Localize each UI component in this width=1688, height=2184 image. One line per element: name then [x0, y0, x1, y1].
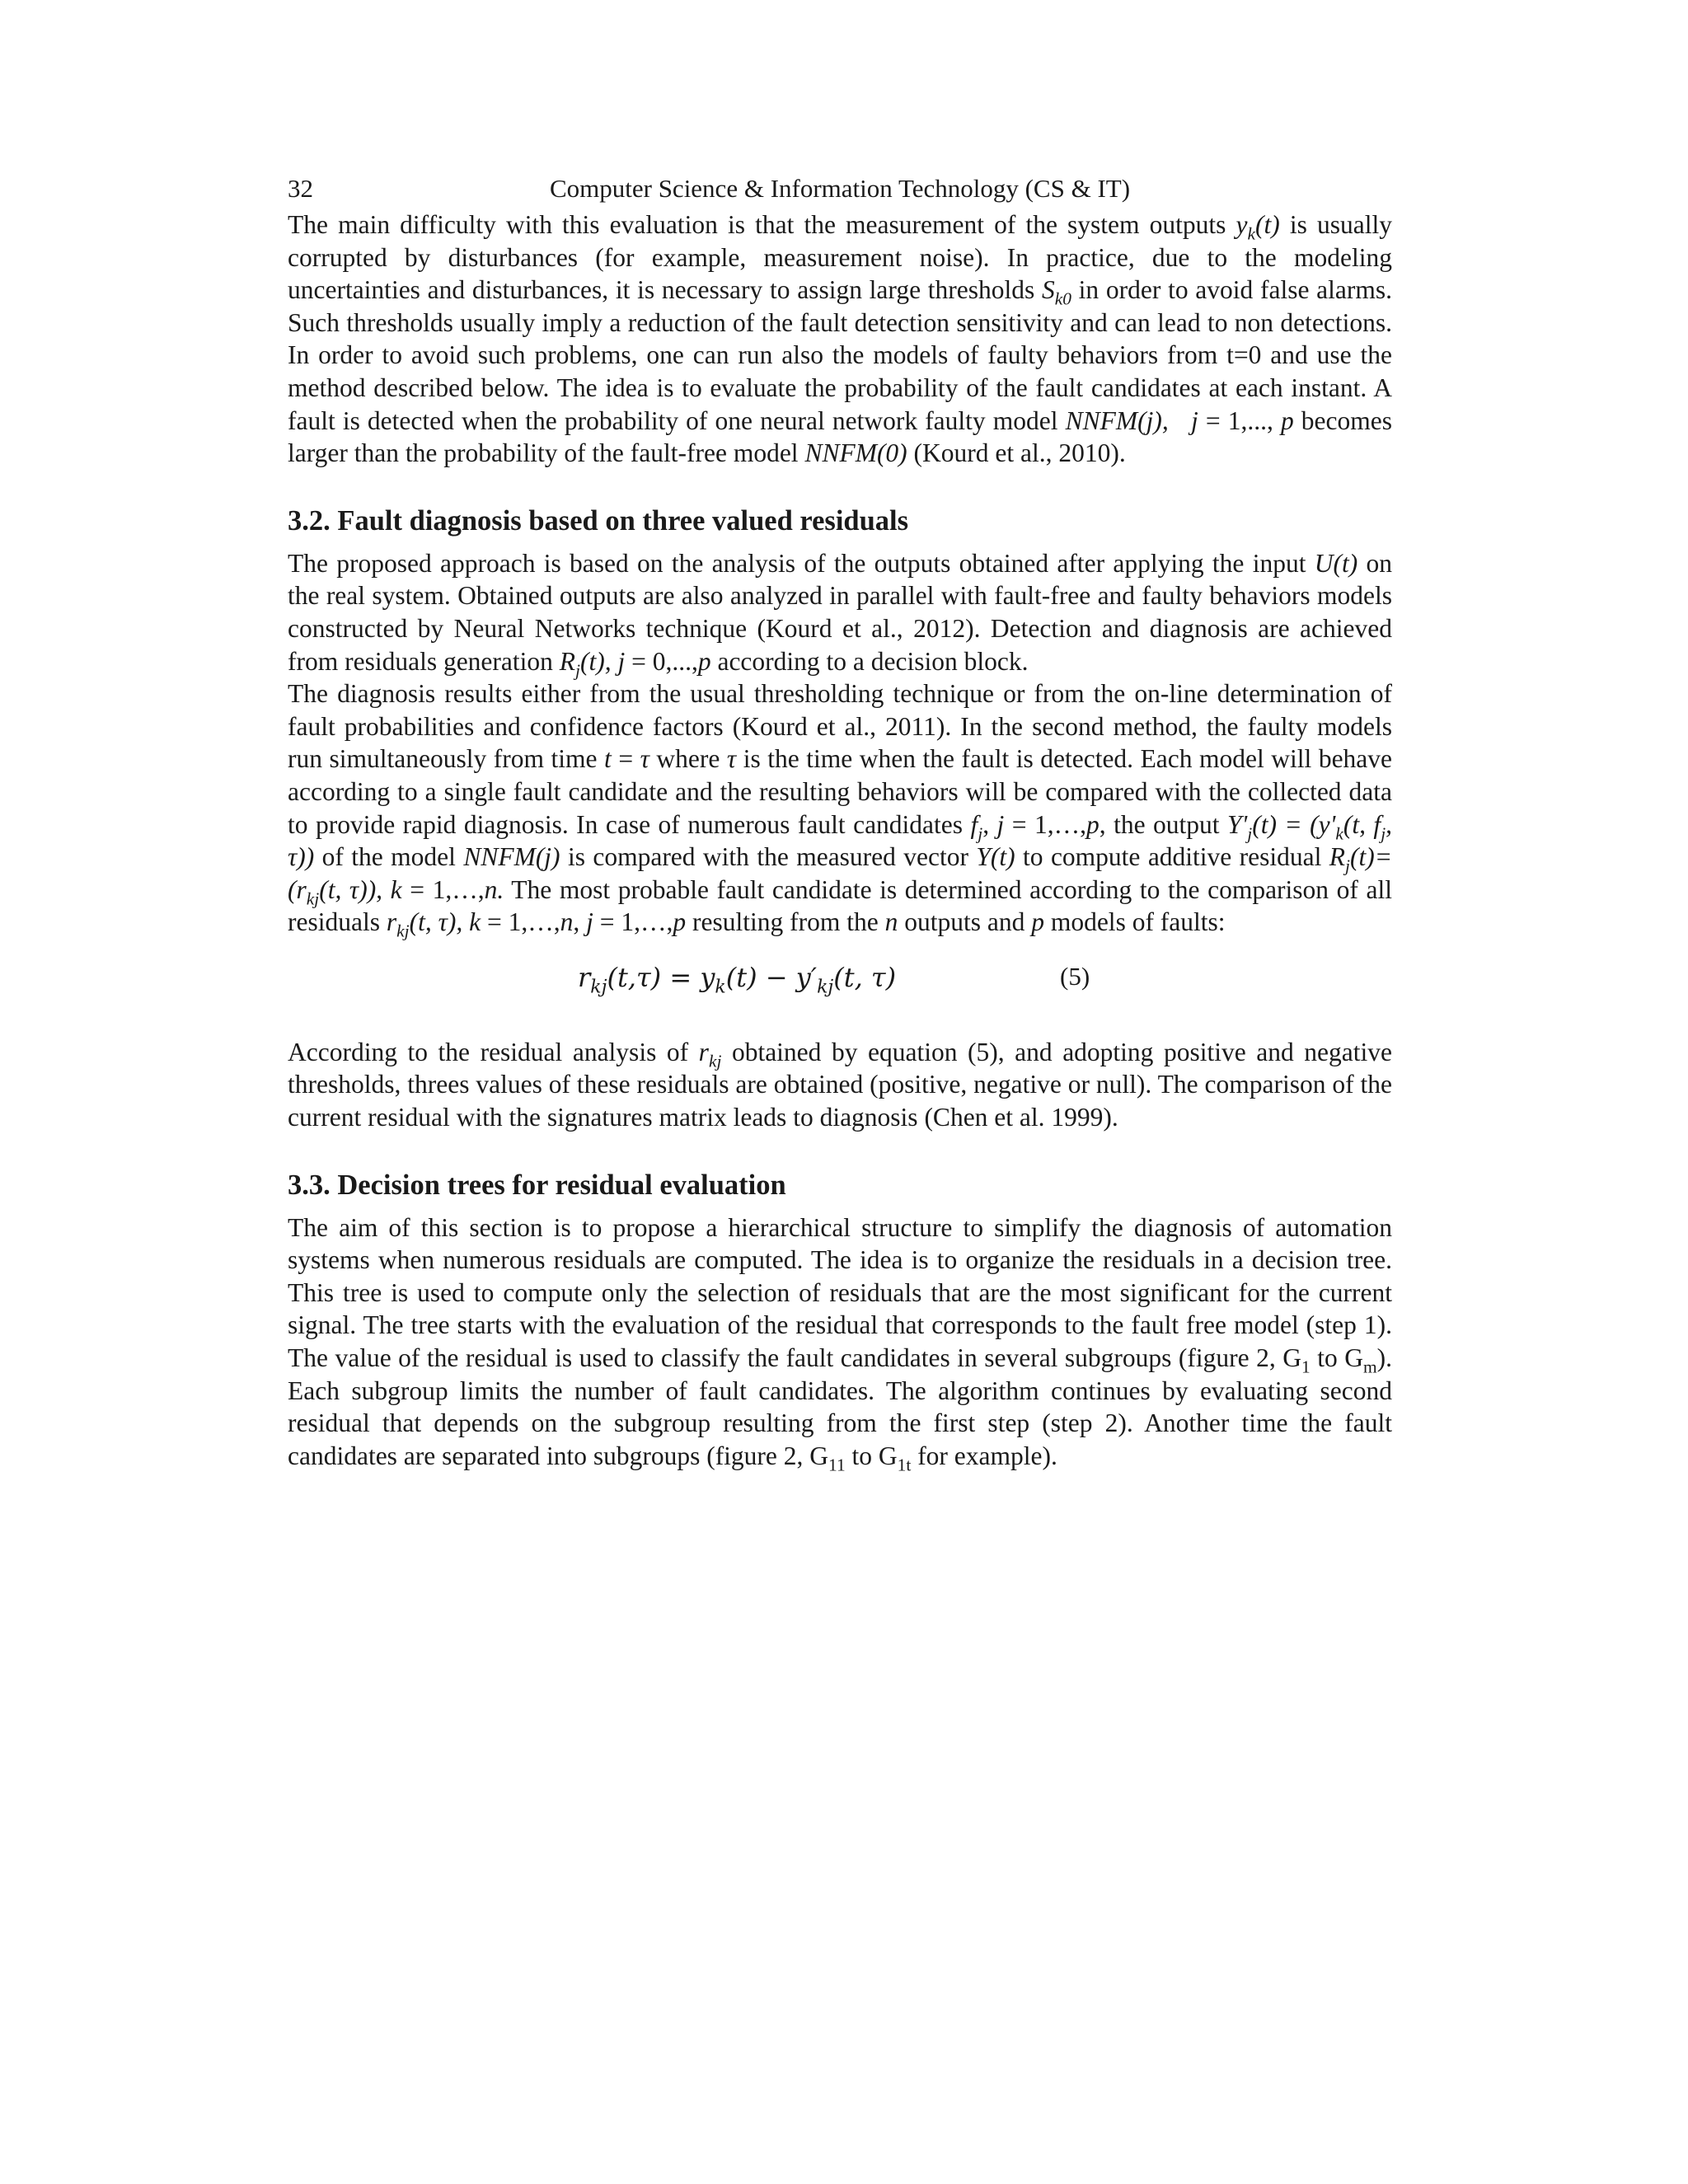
paragraph-decision-trees: The aim of this section is to propose a hierarchical structure to simplify the diagnosis of automation systems when numerous residuals are computed. The idea is to organize the residuals in a decision tree. This tree is used to compute only the selection of residuals that are the most significant for the current signal. The tree starts with the evaluation of the residual that corresponds to the fault free model (step 1). The value of the residual is used to classify the fault candidates in several subgroups (figure 2, $G_1$ to $G_m$). Each subgroup limits the number of fault candidates. The algorithm continues by evaluating second residual that depends on the subgroup resulting from the first step (step 2). Another time the fault candidates are separated into subgroups (figure 2, $G_{11}$ to $G_{1t}$ for example). [288, 1212, 1392, 1475]
equation-formula: $r_{kj}(t,\tau) = y_k(t) - y'_{kj}(t$, τ) [578, 961, 897, 998]
paragraph-diagnosis: The diagnosis results either from the usual thresholding technique or from the on-line determination of fault probabilities and confidence factors (Kourd et al., 2011). In the second method, the faulty models run simultaneously from time t = τ where τ is the time when the fault is detected. Each model will behave according to a single fault candidate and the resulting behaviors will be compared with the collected data to provide rapid diagnosis. In case of numerous fault candidates $f_j$, j = 1,…,p, the output $Y'_j(t) = (y'_k(t$, $f_j$, τ)) of the model NNFM(j) is compared with the measured vector Y(t) to compute additive residual $R_j(t)= (r_{kj}(t$, τ)), k = 1,…,n. The most probable fault candidate is determined according to the comparison of all residuals $r_{kj}(t$, τ), k = 1,…,n, j = 1,…,p resulting from the n outputs and p models of faults: [288, 679, 1393, 941]
page [288, 169, 1393, 1475]
paragraph-residual-analysis: According to the residual analysis of $r_{kj}$ obtained by equation (5), and adopting positive and negative thresholds, threes values of these residuals are obtained (positive, negative or null). The comparison of the current residual with the signatures matrix leads to diagnosis (Chen et al. 1999). [288, 1037, 1392, 1132]
equation-number: (5) [1060, 961, 1090, 991]
running-title: Computer Science & Information Technology (CS & IT) [549, 174, 1131, 203]
section-heading-3-2: 3.2. Fault diagnosis based on three valued residuals [288, 504, 909, 537]
running-header [288, 169, 1392, 209]
section-heading-3-3: 3.3. Decision trees for residual evaluation [288, 1169, 786, 1201]
paragraph-approach: The proposed approach is based on the analysis of the outputs obtained after applying the input U(t) on the real system. Obtained outputs are also analyzed in parallel with fault-free and faulty behaviors models constructed by Neural Networks technique (Kourd et al., 2012). Detection and diagnosis are achieved from residuals generation $R_j(t)$, j = 0,...,p according to a decision block. [288, 548, 1393, 680]
equation-5 [288, 958, 1392, 1005]
paragraph-intro: The main difficulty with this evaluation is that the measurement of the system outputs $y_k(t)$ is usually corrupted by disturbances (for example, measurement noise). In practice, due to the modeling uncertainties and disturbances, it is necessary to assign large thresholds $S_{k0}$ in order to avoid false alarms. Such thresholds usually imply a reduction of the fault detection sensitivity and can lead to non detections. In order to avoid such problems, one can run also the models of faulty behaviors from t=0 and use the method described below. The idea is to evaluate the probability of the fault candidates at each instant. A fault is detected when the probability of one neural network faulty model NNFM(j), j = 1,..., p becomes larger than the probability of the fault-free model NNFM(0) (Kourd et al., 2010). [288, 210, 1393, 468]
page-number: 32 [288, 174, 313, 203]
